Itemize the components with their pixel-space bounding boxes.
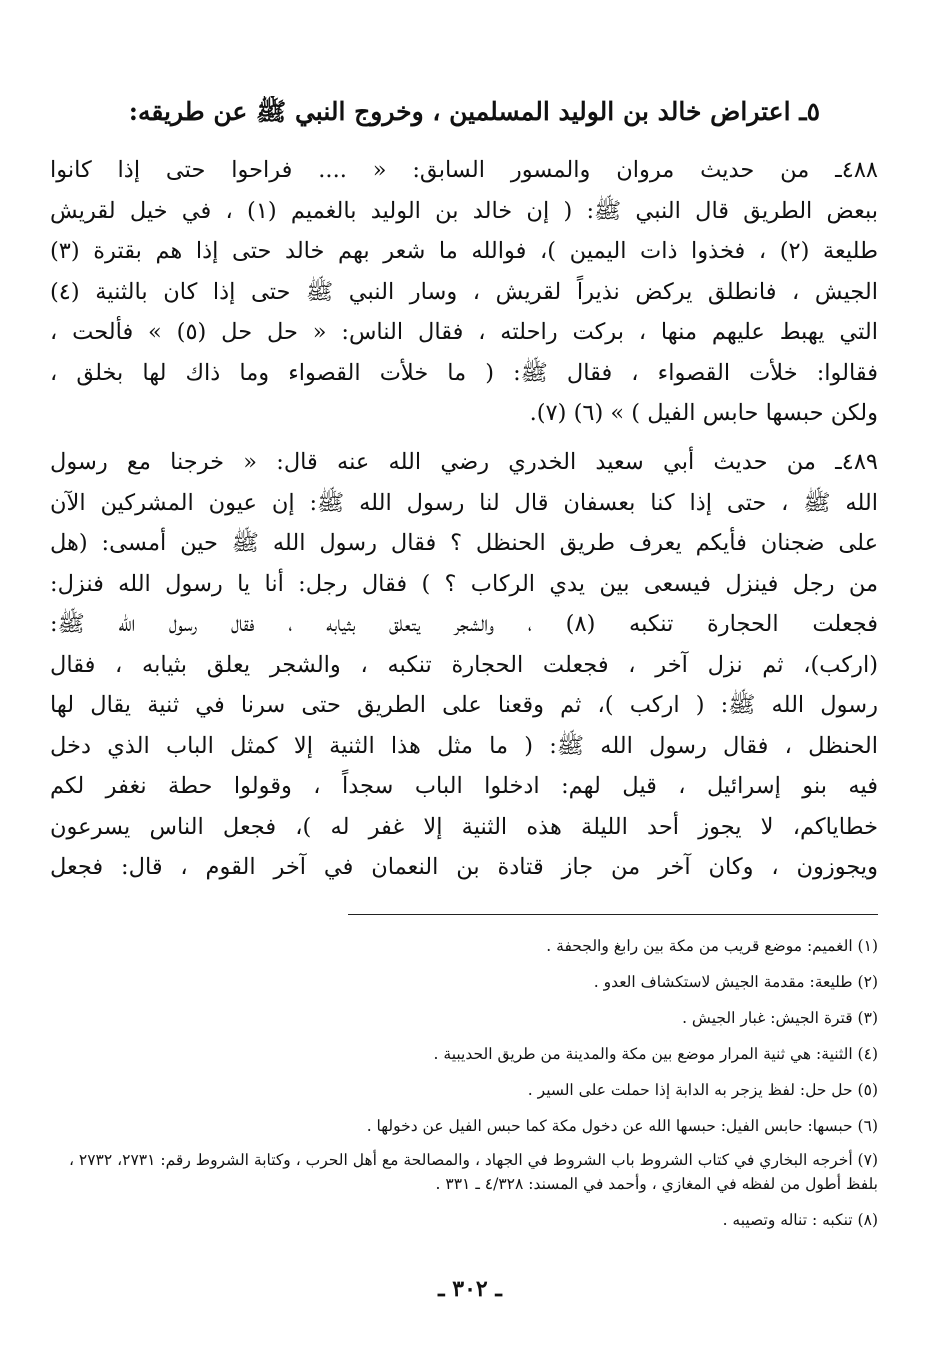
text-line: ٤٨٩ـ من حديث أبي سعيد الخدري رضي الله عنه قال: « خرجنا مع رسول (50, 449, 878, 475)
footnote-3: (٣) قترة الجيش: غبار الجيش . (682, 1009, 878, 1027)
hadith-488-paragraph (50, 150, 878, 434)
text-line: فيه بنو إسرائيل ، قيل لهم: ادخلوا الباب سجداً ، وقولوا حطة نغفر لكم (50, 773, 878, 799)
text-line: (اركب)، ثم نزل آخر ، فجعلت الحجارة تنكبه ، والشجر يعلق بثيابه ، فقال (50, 651, 878, 678)
footnote-4: (٤) الثنية: هي ثنية المرار موضع بين مكة والمدينة من طريق الحديبية . (433, 1045, 878, 1063)
text-line: الجيش ، فانطلق يركض نذيراً لقريش ، وسار النبي ﷺ حتى إذا كان بالثنية (٤) (50, 278, 878, 305)
section-heading: ٥ـ اعتراض خالد بن الوليد المسلمين ، وخروج النبي ﷺ عن طريقه: (128, 97, 820, 126)
footnote-7: (٧) أخرجه البخاري في كتاب الشروط باب الشروط في الجهاد ، والمصالحة مع أهل الحرب ، وكتابة الشروط رقم: ٢٧٣١، ٢٧٣٢ ، بلفظ أطول من لفظه في المغازي ، وأحمد في المسند: ٤/٣٢٨ ـ ٣٣١ . (68, 1151, 878, 1193)
text-line: رسول الله ﷺ: ( اركب )، ثم وقعنا على الطريق حتى سرنا في ثنية يقال لها (50, 692, 878, 718)
footnote-2: (٢) طليعة: مقدمة الجيش لاستكشاف العدو . (593, 973, 878, 991)
text-line: ولكن حبسها حابس الفيل ) » (٦) (٧). (529, 400, 878, 426)
text-line: ٤٨٨ـ من حديث مروان والمسور السابق: « .... فراحوا حتى إذا كانوا (50, 157, 878, 183)
page-number: ـ ٣٠٢ ـ (438, 1276, 502, 1302)
text-line: ويجوزون ، وكان آخر من جاز قتادة بن النعمان في آخر القوم ، قال: فجعل (50, 854, 878, 880)
text-line: فقالوا: خلأت القصواء ، فقال ﷺ: ( ما خلأت القصواء وما ذاك لها بخلق ، (50, 359, 878, 386)
text-line: على ضجنان فأيكم يعرف طريق الحنظل ؟ فقال رسول الله ﷺ حين أمسى: (هل (50, 530, 878, 556)
text-line: خطاياكم، لا يجوز أحد الليلة هذه الثنية إلا غفر له )، فجعل الناس يسرعون (50, 813, 878, 840)
text-line: فجعلت الحجارة تنكبه (٨) ، والشجر يتعلق بثيابه ، فقال رسول الله ﷺ: (50, 611, 878, 637)
footnote-8: (٨) تنكبه : تناله وتصيبه . (722, 1211, 878, 1229)
footnote-divider (348, 914, 878, 915)
text-line: طليعة (٢) ، فخذوا ذات اليمين )، فوالله ما شعر بهم خالد حتى إذا هم بقترة (٣) (50, 238, 878, 264)
text-line: الله ﷺ ، حتى إذا كنا بعسفان قال لنا رسول الله ﷺ: إن عيون المشركين الآن (50, 489, 878, 516)
footnotes-section (60, 928, 878, 1238)
footnote-1: (١) الغميم: موضع قريب من مكة بين رابغ والجحفة . (546, 937, 878, 955)
text-line: ببعض الطريق قال النبي ﷺ: ( إن خالد بن الوليد بالغميم (١) ، في خيل لقريش (50, 197, 878, 224)
text-line: من رجل فينزل فيسعى بين يدي الركاب ؟ ) فقال رجل: أنا يا رسول الله فنزل: (50, 570, 878, 597)
footnote-5: (٥) حل حل: لفظ يزجر به الدابة إذا حملت على السير . (527, 1081, 878, 1099)
footnote-6: (٦) حبسها: حابس الفيل: حبسها الله عن دخول مكة كما حبس الفيل عن دخولها . (366, 1117, 878, 1135)
text-line: التي يهبط عليهم منها ، بركت راحلته ، فقال الناس: « حل حل (٥) » فألحت ، (50, 319, 878, 345)
hadith-489-paragraph (50, 442, 878, 888)
text-line: الحنظل ، فقال رسول الله ﷺ: ( ما مثل هذا الثنية إلا كمثل الباب الذي دخل (50, 732, 878, 759)
